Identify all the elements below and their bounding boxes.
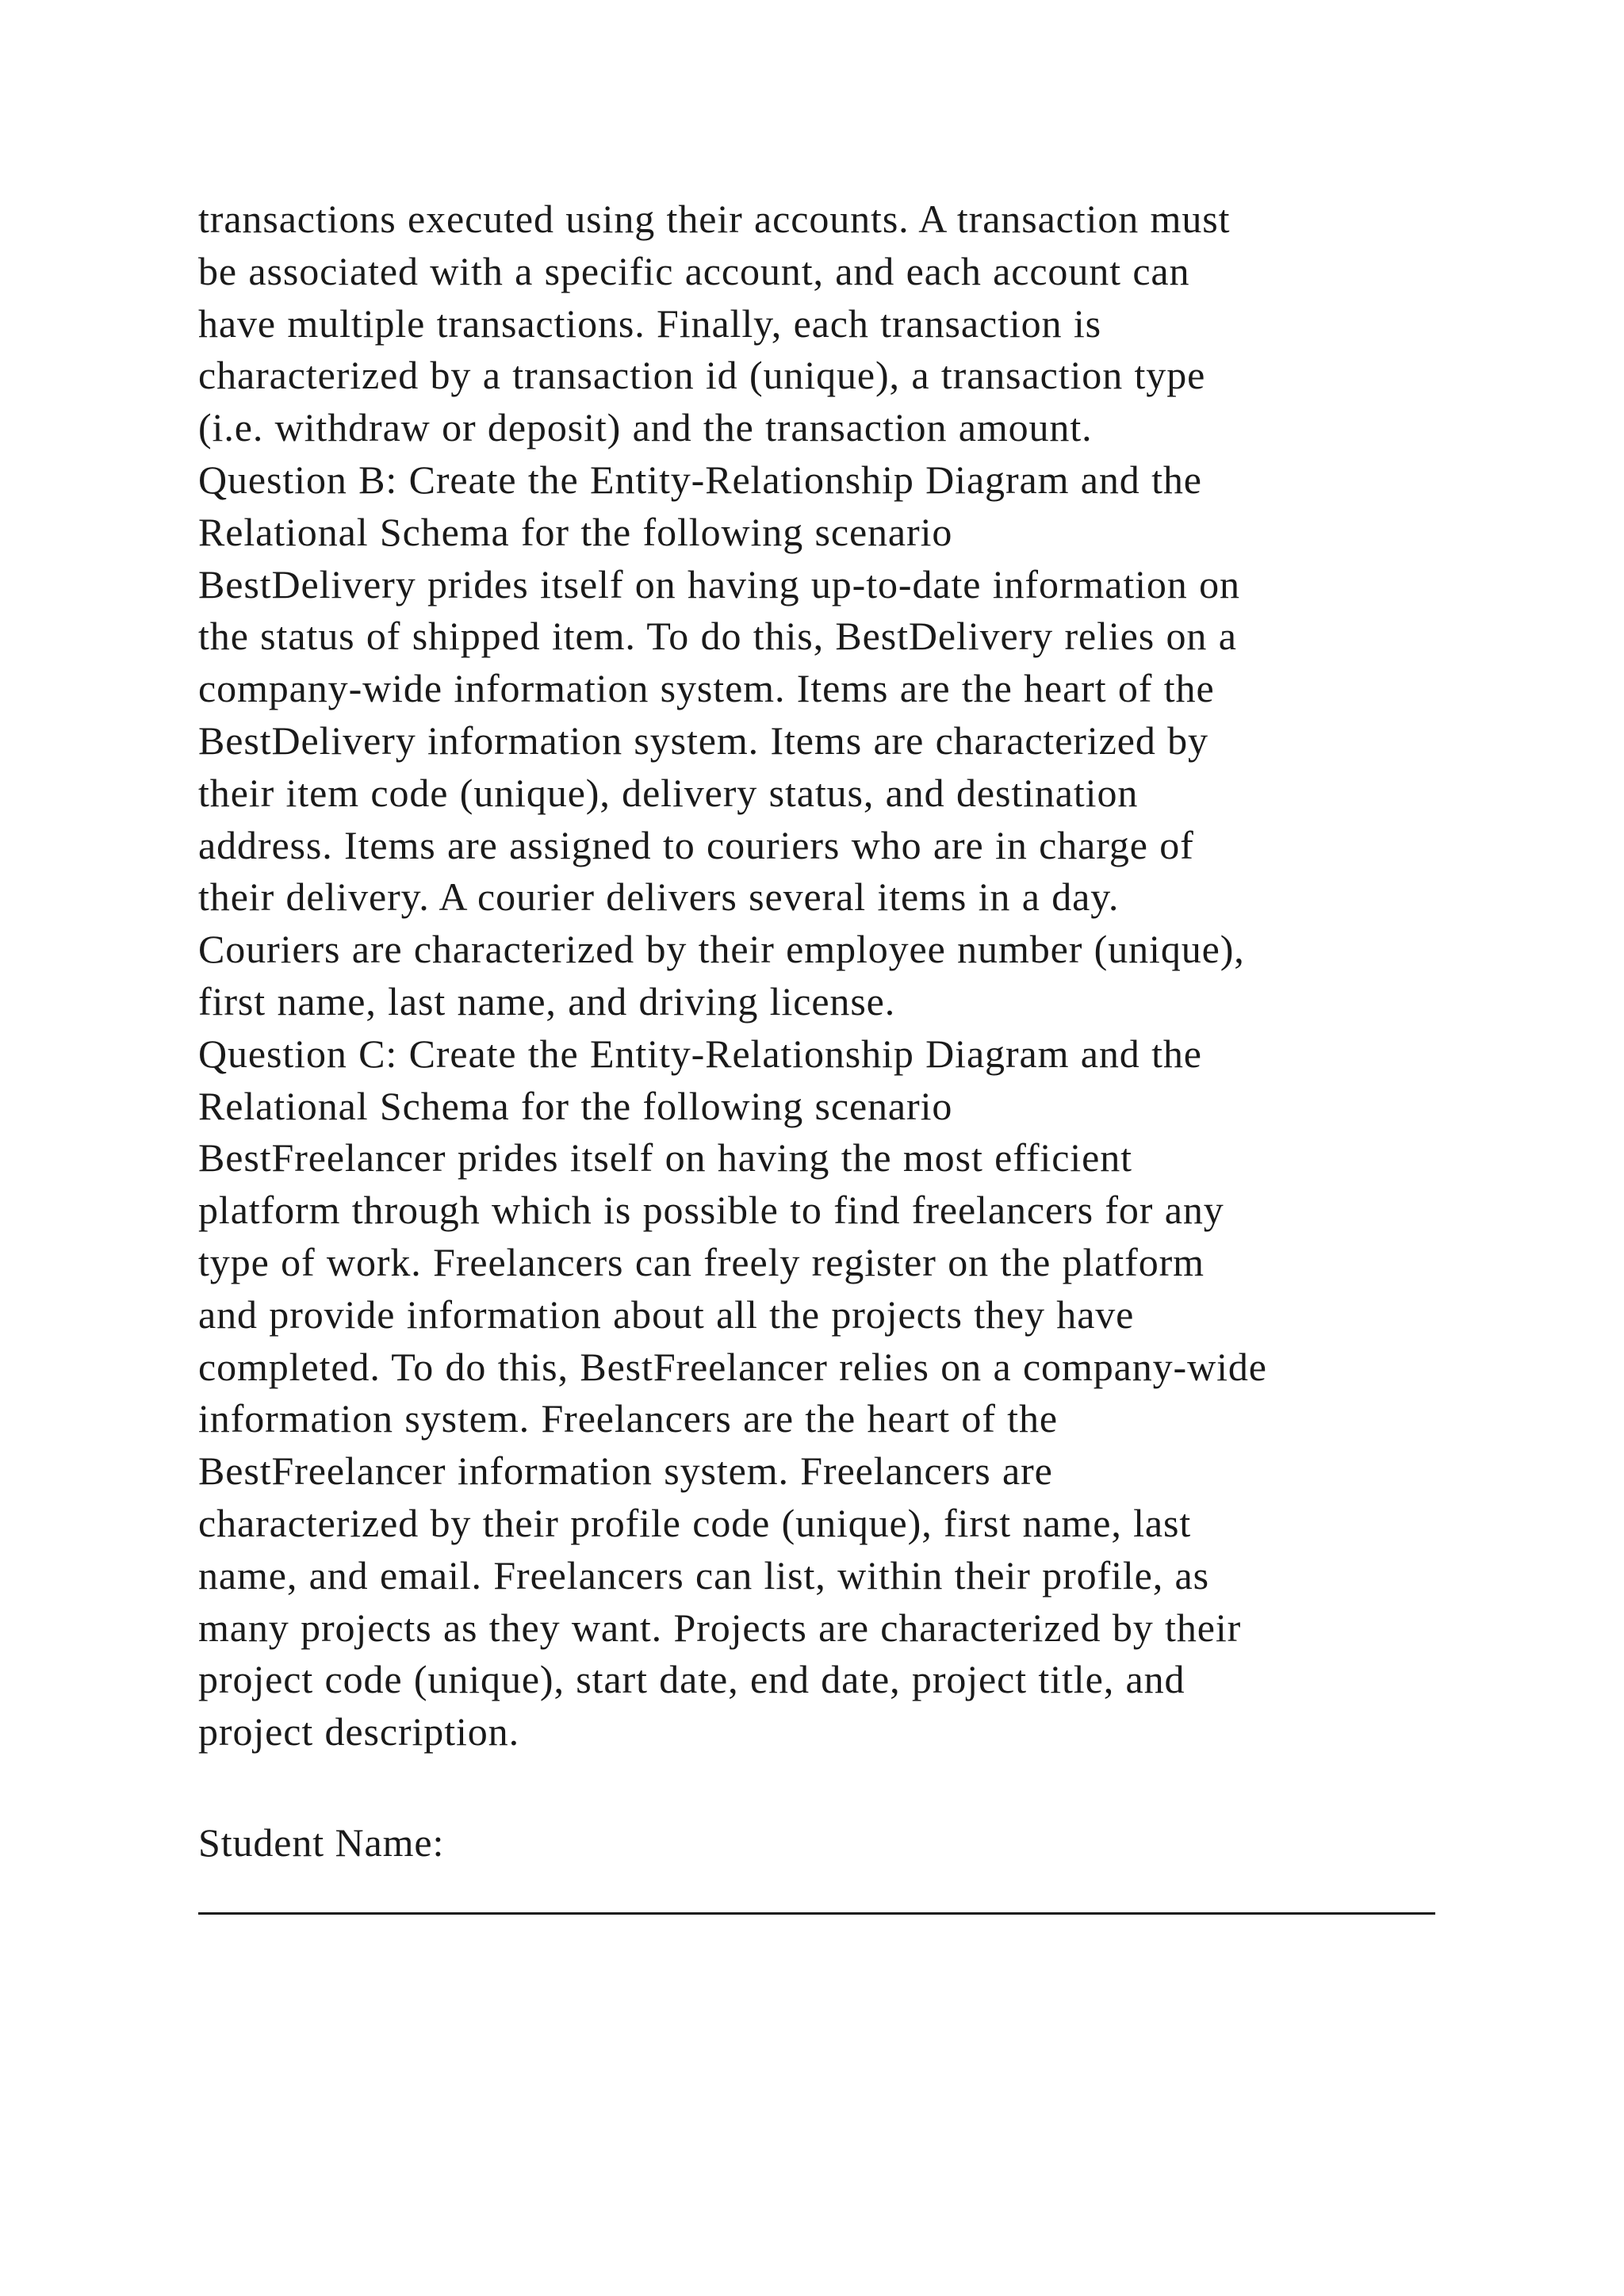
text-line: project code (unique), start date, end date, project title, and [198, 1657, 1185, 1702]
text-line: characterized by their profile code (unique), first name, last [198, 1500, 1192, 1545]
text-line: Relational Schema for the following scenario [198, 509, 953, 554]
text-line: their item code (unique), delivery status, and destination [198, 770, 1139, 815]
text-line: transactions executed using their accounts. A transaction must [198, 197, 1231, 241]
text-line: platform through which is possible to find freelancers for any [198, 1188, 1224, 1233]
text-line: BestDelivery prides itself on having up-to-date information on [198, 561, 1240, 607]
text-line: information system. Freelancers are the heart of the [198, 1396, 1058, 1441]
text-line: the status of shipped item. To do this, BestDelivery relies on a [198, 614, 1237, 659]
text-line: many projects as they want. Projects are characterized by their [198, 1605, 1242, 1650]
text-line: BestFreelancer prides itself on having the most efficient [198, 1135, 1132, 1181]
text-line: have multiple transactions. Finally, each transaction is [198, 300, 1101, 346]
text-line: Relational Schema for the following scenario [198, 1083, 953, 1128]
student-name-signature-line[interactable] [198, 1912, 1435, 1915]
text-line: name, and email. Freelancers can list, within their profile, as [198, 1552, 1210, 1598]
student-name-label: Student Name: [198, 1820, 445, 1865]
text-line: and provide information about all the projects they have [198, 1292, 1135, 1337]
text-line: address. Items are assigned to couriers who are in charge of [198, 822, 1194, 867]
text-line: project description. [198, 1709, 519, 1755]
text-line: be associated with a specific account, and each account can [198, 248, 1190, 293]
text-line: (i.e. withdraw or deposit) and the transaction amount. [198, 405, 1093, 450]
text-line: company-wide information system. Items are the heart of the [198, 666, 1215, 711]
text-line: BestDelivery information system. Items are characterized by [198, 718, 1208, 763]
question-b-heading: Question B: Create the Entity-Relationship Diagram and the [198, 457, 1202, 502]
text-line: type of work. Freelancers can freely register on the platform [198, 1239, 1205, 1284]
text-line: characterized by a transaction id (unique), a transaction type [198, 353, 1206, 398]
text-line: BestFreelancer information system. Freelancers are [198, 1448, 1053, 1494]
text-line: first name, last name, and driving license. [198, 978, 896, 1024]
body-text [198, 193, 1507, 1758]
text-line: completed. To do this, BestFreelancer relies on a company-wide [198, 1344, 1267, 1389]
text-line: their delivery. A courier delivers several items in a day. [198, 874, 1120, 920]
question-c-heading: Question C: Create the Entity-Relationship Diagram and the [198, 1031, 1202, 1076]
text-line: Couriers are characterized by their employee number (unique), [198, 927, 1245, 972]
